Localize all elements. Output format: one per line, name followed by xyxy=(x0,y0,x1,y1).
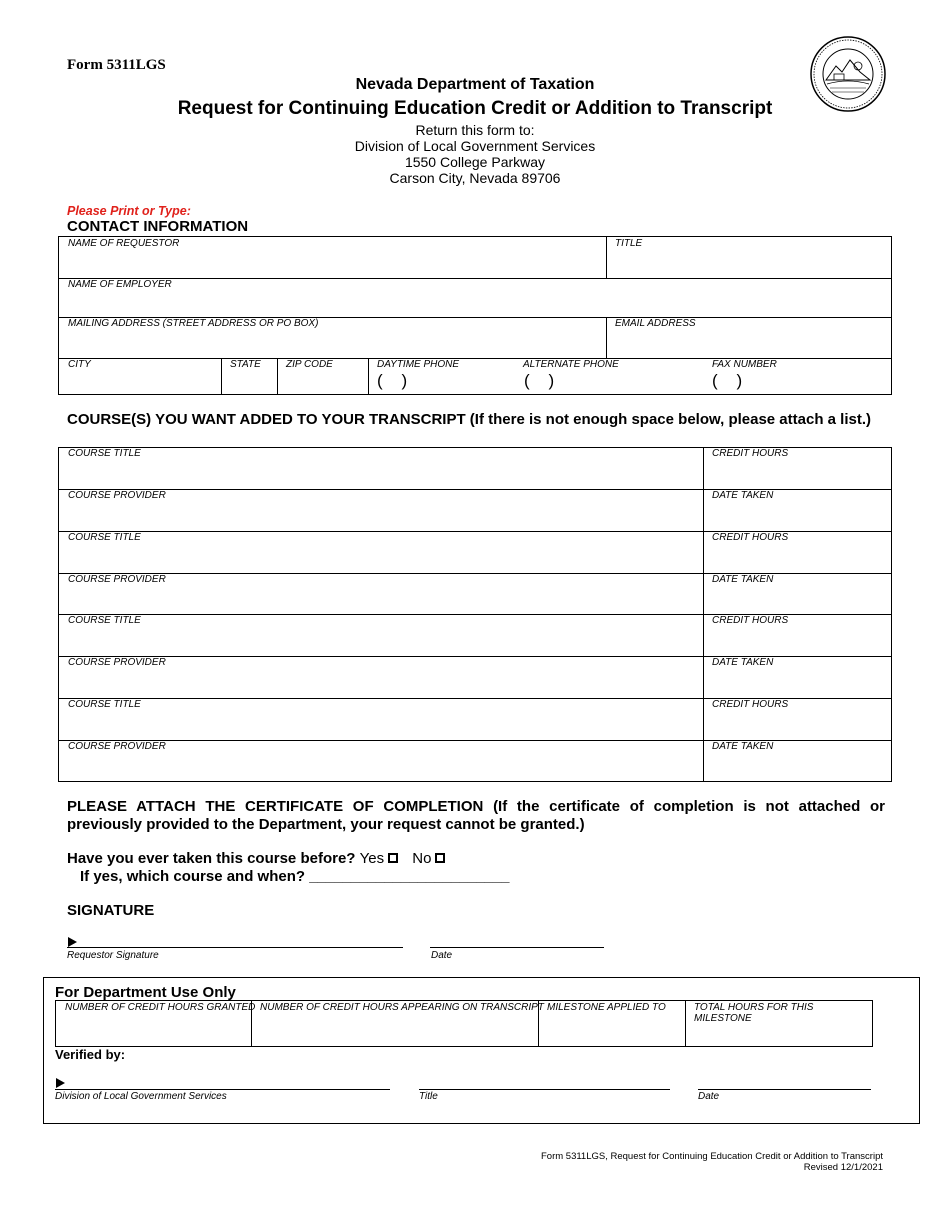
courses-heading: COURSE(S) YOU WANT ADDED TO YOUR TRANSCRIPT (If there is not enough space below, please attach a list.) xyxy=(67,411,872,428)
contact-heading: CONTACT INFORMATION xyxy=(67,218,249,235)
verifier-title-label: Title xyxy=(419,1091,438,1102)
return-line: 1550 College Parkway xyxy=(404,154,546,170)
mailing-address-label: MAILING ADDRESS (STREET ADDRESS OR PO BOX) xyxy=(68,318,319,329)
verifier-title-line[interactable] xyxy=(419,1089,670,1090)
daytime-phone-label: DAYTIME PHONE xyxy=(377,359,460,370)
contact-table xyxy=(58,236,892,395)
credit-hours-label: CREDIT HOURS xyxy=(712,532,789,543)
department-use-heading: For Department Use Only xyxy=(55,984,236,1001)
course-title-label: COURSE TITLE xyxy=(68,532,141,543)
followup-question[interactable]: If yes, which course and when? ________________________ xyxy=(80,868,510,885)
verifier-date-line[interactable] xyxy=(698,1089,871,1090)
credit-hours-on-transcript-label: NUMBER OF CREDIT HOURS APPEARING ON TRANSCRIPT xyxy=(260,1002,544,1013)
signature-heading: SIGNATURE xyxy=(67,902,155,919)
form-number: Form 5311LGS xyxy=(67,57,166,73)
credit-hours-label: CREDIT HOURS xyxy=(712,699,789,710)
footer-revised-line: Revised 12/1/2021 xyxy=(803,1162,883,1173)
return-address xyxy=(0,122,950,186)
fax-number-label: FAX NUMBER xyxy=(712,359,777,370)
city-label: CITY xyxy=(68,359,91,370)
page-title: Request for Continuing Education Credit or Addition to Transcript xyxy=(177,98,773,119)
course-provider-label: COURSE PROVIDER xyxy=(68,741,166,752)
alternate-phone-area-code[interactable]: ( ) xyxy=(524,371,555,390)
courses-table xyxy=(58,447,892,782)
daytime-phone-area-code[interactable]: ( ) xyxy=(377,371,408,390)
name-of-requestor-label: NAME OF REQUESTOR xyxy=(68,238,180,249)
return-line: Return this form to: xyxy=(415,122,535,138)
division-label: Division of Local Government Services xyxy=(55,1091,227,1102)
date-taken-label: DATE TAKEN xyxy=(712,657,774,668)
no-checkbox[interactable] xyxy=(435,853,445,863)
credit-hours-label: CREDIT HOURS xyxy=(712,448,789,459)
return-line: Division of Local Government Services xyxy=(354,138,596,154)
zip-label: ZIP CODE xyxy=(286,359,333,370)
date-taken-label: DATE TAKEN xyxy=(712,490,774,501)
fax-area-code[interactable]: ( ) xyxy=(712,371,743,390)
credit-hours-label: CREDIT HOURS xyxy=(712,615,789,626)
division-signature-line[interactable] xyxy=(55,1089,390,1090)
page-footer xyxy=(541,1151,883,1173)
yes-label: Yes xyxy=(359,850,385,867)
alternate-phone-label: ALTERNATE PHONE xyxy=(523,359,619,370)
course-title-label: COURSE TITLE xyxy=(68,699,141,710)
course-title-label: COURSE TITLE xyxy=(68,615,141,626)
date-taken-label: DATE TAKEN xyxy=(712,741,774,752)
footer-form-line: Form 5311LGS, Request for Continuing Education Credit or Addition to Transcript xyxy=(540,1151,883,1162)
requestor-signature-label: Requestor Signature xyxy=(67,950,159,961)
course-provider-label: COURSE PROVIDER xyxy=(68,657,166,668)
yes-checkbox[interactable] xyxy=(388,853,398,863)
milestone-applied-label: MILESTONE APPLIED TO xyxy=(547,1002,666,1013)
total-hours-milestone-label: TOTAL HOURS FOR THIS MILESTONE xyxy=(694,1002,814,1024)
arrow-icon xyxy=(56,1078,65,1088)
state-seal-icon xyxy=(810,36,886,112)
signature-date-line[interactable] xyxy=(430,947,604,948)
arrow-icon xyxy=(68,937,77,947)
verified-by-label: Verified by: xyxy=(55,1047,126,1062)
return-line: Carson City, Nevada 89706 xyxy=(389,170,561,186)
taken-before-question xyxy=(67,850,449,867)
verifier-date-label: Date xyxy=(698,1091,720,1102)
department-name: Nevada Department of Taxation xyxy=(355,76,595,93)
certificate-notice: PLEASE ATTACH THE CERTIFICATE OF COMPLETION (If the certificate of completion is not attached or previously provided to the Department, your request cannot be granted.) xyxy=(67,798,885,833)
course-title-label: COURSE TITLE xyxy=(68,448,141,459)
department-use-table xyxy=(55,1000,873,1047)
title-label: TITLE xyxy=(615,238,643,249)
course-provider-label: COURSE PROVIDER xyxy=(68,574,166,585)
requestor-signature-line[interactable] xyxy=(67,947,403,948)
date-taken-label: DATE TAKEN xyxy=(712,574,774,585)
print-note: Please Print or Type: xyxy=(67,204,191,218)
no-label: No xyxy=(412,850,432,867)
credit-hours-granted-label: NUMBER OF CREDIT HOURS GRANTED xyxy=(65,1002,256,1013)
employer-label: NAME OF EMPLOYER xyxy=(68,279,172,290)
course-provider-label: COURSE PROVIDER xyxy=(68,490,166,501)
email-label: EMAIL ADDRESS xyxy=(615,318,696,329)
question-text: Have you ever taken this course before? xyxy=(67,850,356,867)
signature-date-label: Date xyxy=(431,950,453,961)
state-label: STATE xyxy=(230,359,261,370)
